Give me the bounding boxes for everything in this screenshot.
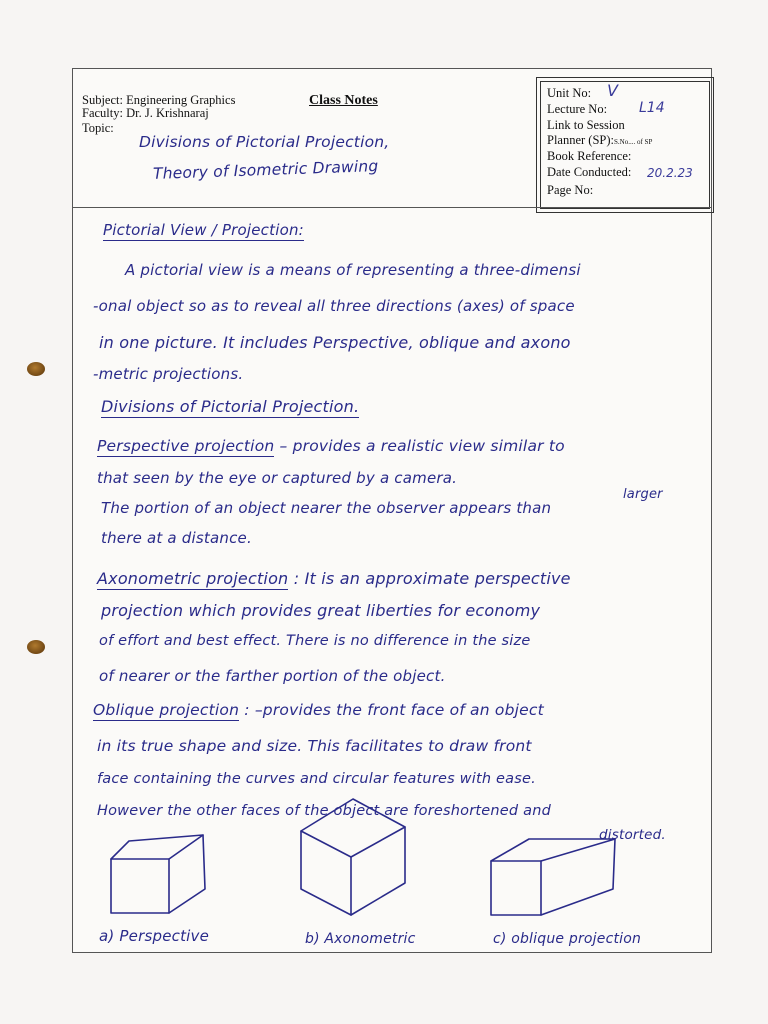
axonometric-line-3: of effort and best effect. There is no difference in the size bbox=[99, 633, 531, 649]
perspective-term: Perspective projection bbox=[97, 437, 275, 455]
planner-small: S.No.... of SP bbox=[614, 138, 653, 146]
book-reference-label: Book Reference: bbox=[547, 149, 632, 163]
perspective-than: than bbox=[516, 499, 552, 517]
notes-sheet bbox=[72, 68, 712, 953]
perspective-insert: larger bbox=[623, 487, 663, 502]
figure-label-c: c) oblique projection bbox=[493, 931, 642, 947]
topic-line-2: Theory of Isometric Drawing bbox=[152, 157, 379, 183]
para-line-1: A pictorial view is a means of representing a three-dimensi bbox=[125, 261, 581, 279]
perspective-line-3 bbox=[101, 499, 551, 517]
divisions-heading: Divisions of Pictorial Projection. bbox=[101, 397, 360, 416]
link-label: Link to Session bbox=[547, 118, 625, 132]
oblique-box-sketch bbox=[485, 829, 625, 924]
header-divider bbox=[73, 207, 711, 208]
oblique-line-2: in its true shape and size. This facilitates to draw front bbox=[97, 737, 532, 755]
section-heading: Pictorial View / Projection: bbox=[103, 221, 304, 239]
oblique-line-4: However the other faces of the object are foreshortened and bbox=[97, 803, 552, 819]
axonometric-line-1 bbox=[97, 569, 571, 588]
page-no-label: Page No: bbox=[547, 183, 594, 197]
page-title: Class Notes bbox=[309, 93, 378, 108]
punch-hole-bottom bbox=[27, 640, 45, 654]
para-line-3: in one picture. It includes Perspective, oblique and axono bbox=[99, 333, 571, 352]
planner-text: Planner (SP): bbox=[547, 133, 615, 147]
perspective-line-4: there at a distance. bbox=[101, 529, 252, 547]
date-label: Date Conducted: bbox=[547, 165, 632, 179]
topic-label: Topic: bbox=[82, 121, 114, 135]
date-value: 20.2.23 bbox=[647, 166, 693, 180]
punch-hole-top bbox=[27, 362, 45, 376]
perspective-text-1: – provides a realistic view similar to bbox=[279, 437, 565, 455]
topic-line-1: Divisions of Pictorial Projection, bbox=[139, 133, 390, 151]
subject-label: Subject: Engineering Graphics bbox=[82, 93, 236, 107]
lecture-label: Lecture No: bbox=[547, 102, 608, 116]
axonometric-line-2: projection which provides great liberties for economy bbox=[101, 601, 541, 620]
oblique-term: Oblique projection bbox=[93, 701, 240, 719]
perspective-box-sketch bbox=[103, 829, 213, 919]
meta-box bbox=[536, 77, 714, 213]
unit-label: Unit No: bbox=[547, 86, 592, 100]
perspective-text-3: The portion of an object nearer the observer appears bbox=[101, 499, 512, 517]
axonometric-line-4: of nearer or the farther portion of the object. bbox=[99, 667, 446, 685]
axonometric-box-sketch bbox=[295, 791, 415, 941]
oblique-text-1: : –provides the front face of an object bbox=[244, 701, 544, 719]
oblique-line-3: face containing the curves and circular features with ease. bbox=[97, 771, 536, 787]
faculty-label: Faculty: Dr. J. Krishnaraj bbox=[82, 106, 209, 120]
perspective-line-1 bbox=[97, 437, 565, 455]
figure-label-b: b) Axonometric bbox=[305, 931, 416, 947]
oblique-line-5: distorted. bbox=[599, 827, 666, 843]
axonometric-term: Axonometric projection bbox=[97, 569, 289, 588]
lecture-value: L14 bbox=[639, 100, 665, 116]
oblique-line-1 bbox=[93, 701, 544, 719]
para-line-4: -metric projections. bbox=[93, 365, 244, 383]
para-line-2: -onal object so as to reveal all three directions (axes) of space bbox=[93, 297, 575, 315]
perspective-line-2: that seen by the eye or captured by a camera. bbox=[97, 469, 458, 487]
axonometric-text-1: : It is an approximate perspective bbox=[293, 569, 571, 588]
unit-value: V bbox=[607, 81, 618, 100]
figure-label-a: a) Perspective bbox=[99, 927, 210, 945]
planner-label bbox=[547, 133, 652, 148]
